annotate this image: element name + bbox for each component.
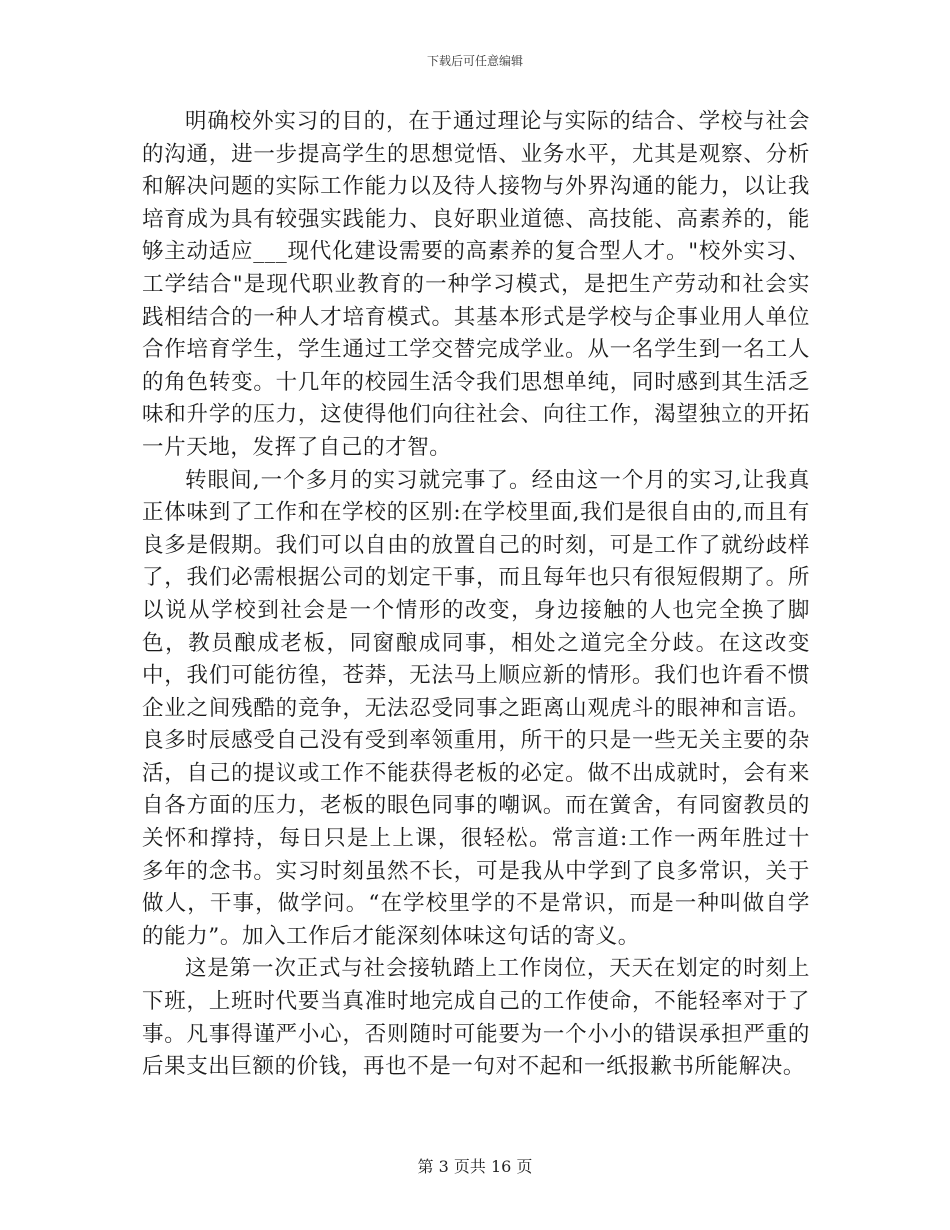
document-body: [142, 106, 810, 1084]
paragraph-3: 这是第一次正式与社会接轨踏上工作岗位，天天在划定的时刻上下班，上班时代要当真准时地完成自己的工作使命，不能轻率对于了事。凡事得谨严小心，否则随时可能要为一个小小的错误承担严重的后果支出巨额的价钱，再也不是一句对不起和一纸报歉书所能解决。: [142, 956, 810, 1080]
paragraph-2: 转眼间,一个多月的实习就完事了。经由这一个月的实习,让我真正体味到了工作和在学校的区别:在学校里面,我们是很自由的,而且有良多是假期。我们可以自由的放置自己的时刻，可是工作了就纷歧样了，我们必需根据公司的划定干事，而且每年也只有很短假期了。所以说从学校到社会是一个情形的改变，身边接触的人也完全换了脚色，教员酿成老板，同窗酿成同事，相处之道完全分歧。在这改变中，我们可能彷徨，苍莽，无法马上顺应新的情形。我们也许看不惯企业之间残酷的竞争，无法忍受同事之距离山观虎斗的眼神和言语。良多时辰感受自己没有受到率领重用，所干的只是一些无关主要的杂活，自己的提议或工作不能获得老板的必定。做不出成就时，会有来自各方面的压力，老板的眼色同事的嘲讽。而在黉舍，有同窗教员的关怀和撑持，每日只是上上课，很轻松。常言道:工作一两年胜过十多年的念书。实习时刻虽然不长，可是我从中学到了良多常识，关于做人，干事，做学问。“在学校里学的不是常识，而是一种叫做自学的能力”。加入工作后才能深刻体味这句话的寄义。: [142, 467, 810, 949]
paragraph-1: 明确校外实习的目的，在于通过理论与实际的结合、学校与社会的沟通，进一步提高学生的思想觉悟、业务水平，尤其是观察、分析和解决问题的实际工作能力以及待人接物与外界沟通的能力，以让我培育成为具有较强实践能力、良好职业道德、高技能、高素养的，能够主动适应___现代化建设需要的高素养的复合型人才。"校外实习、工学结合"是现代职业教育的一种学习模式，是把生产劳动和社会实践相结合的一种人才培育模式。其基本形式是学校与企事业用人单位合作培育学生，学生通过工学交替完成学业。从一名学生到一名工人的角色转变。十几年的校园生活令我们思想单纯，同时感到其生活乏味和升学的压力，这使得他们向往社会、向往工作，渴望独立的开拓一片天地，发挥了自己的才智。: [142, 109, 810, 460]
header-note: 下载后可任意编辑: [426, 54, 523, 68]
page-number: 第 3 页共 16 页: [417, 1157, 533, 1176]
